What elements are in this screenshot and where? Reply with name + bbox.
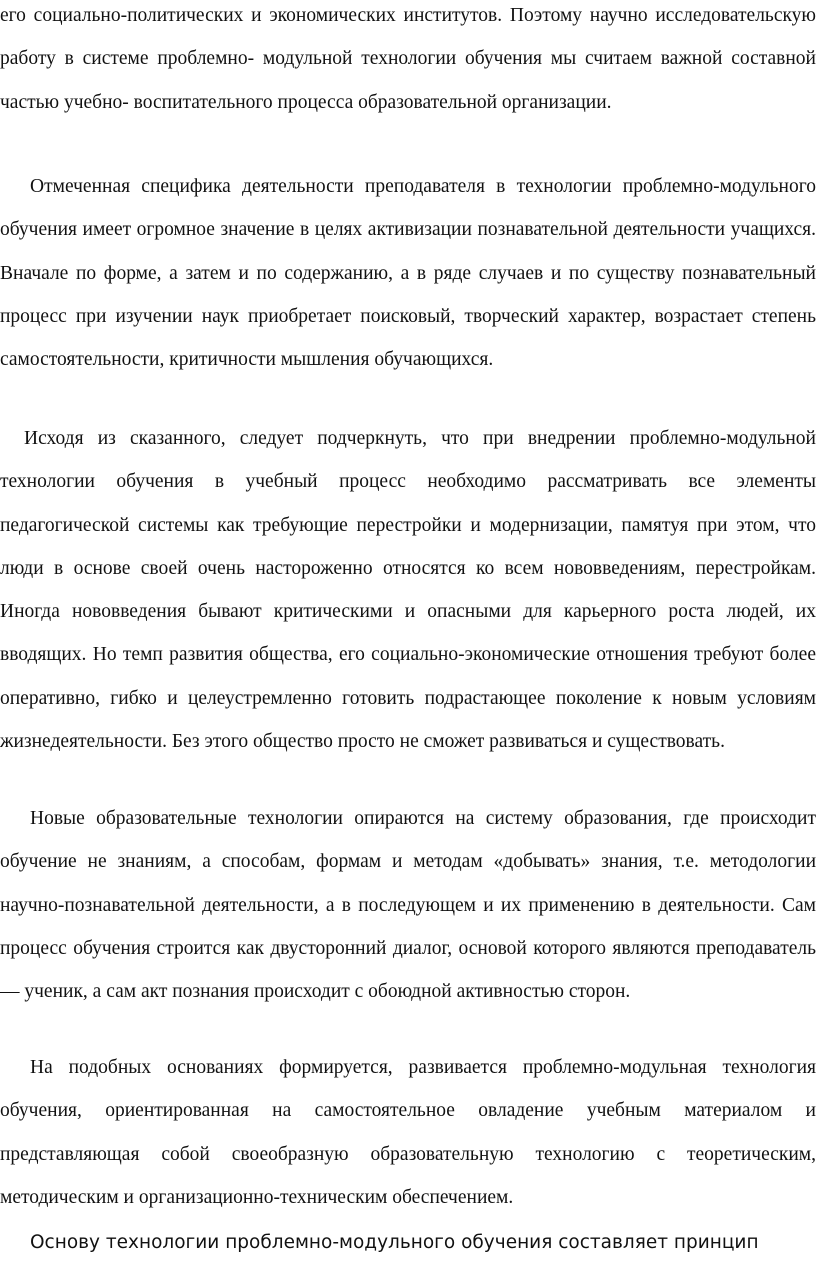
paragraph-5: На подобных основаниях формируется, развивается проблемно-модульная технология обучения, ориентированная на самостоятельное овладение учебным материалом и представляющая собой своеобразную образовательную технологию с теоретическим, методическим и организационно-техническим обеспечением. [0,1057,816,1208]
paragraph-3: Исходя из сказанного, следует подчеркнуть, что при внедрении проблемно-модульной технологии обучения в учебный процесс необходимо рассматривать все элементы педагогической системы как требующие перестройки и модернизации, памятуя при этом, что люди в основе своей очень настороженно относятся ко всем нововведениям, перестройкам. Иногда нововведения бывают критическими и опасными для карьерного роста людей, их вводящих. Но темп развития общества, его социально-экономические отношения требуют более оперативно, гибко и целеустремленно готовить подрастающее поколение к новым условиям жизнедеятельности. Без этого общество просто не сможет развиваться и существовать. [0,428,816,753]
paragraph-6: Основу технологии проблемно-модульного обучения составляет принцип [30,1232,759,1253]
paragraph-2: Отмеченная специфика деятельности преподавателя в технологии проблемно-модульного обучения имеет огромное значение в целях активизации познавательной деятельности учащихся. Вначале по форме, а затем и по содержанию, а в ряде случаев и по существу познавательный процесс при изучении наук приобретает поисковый, творческий характер, возрастает степень самостоятельности, критичности мышления обучающихся. [0,176,816,371]
paragraph-1: его социально-политических и экономических институтов. Поэтому научно исследовательскую работу в системе проблемно- модульной технологии обучения мы считаем важной составной частью учебно- воспитательного процесса образовательной организации. [0,5,816,113]
paragraph-4: Новые образовательные технологии опираются на систему образования, где происходит обучение не знаниям, а способам, формам и методам «добывать» знания, т.е. методологии научно-познавательной деятельности, а в последующем и их применению в деятельности. Сам процесс обучения строится как двусторонний диалог, основой которого являются преподаватель — ученик, а сам акт познания происходит с обоюдной активностью сторон. [0,808,816,1003]
